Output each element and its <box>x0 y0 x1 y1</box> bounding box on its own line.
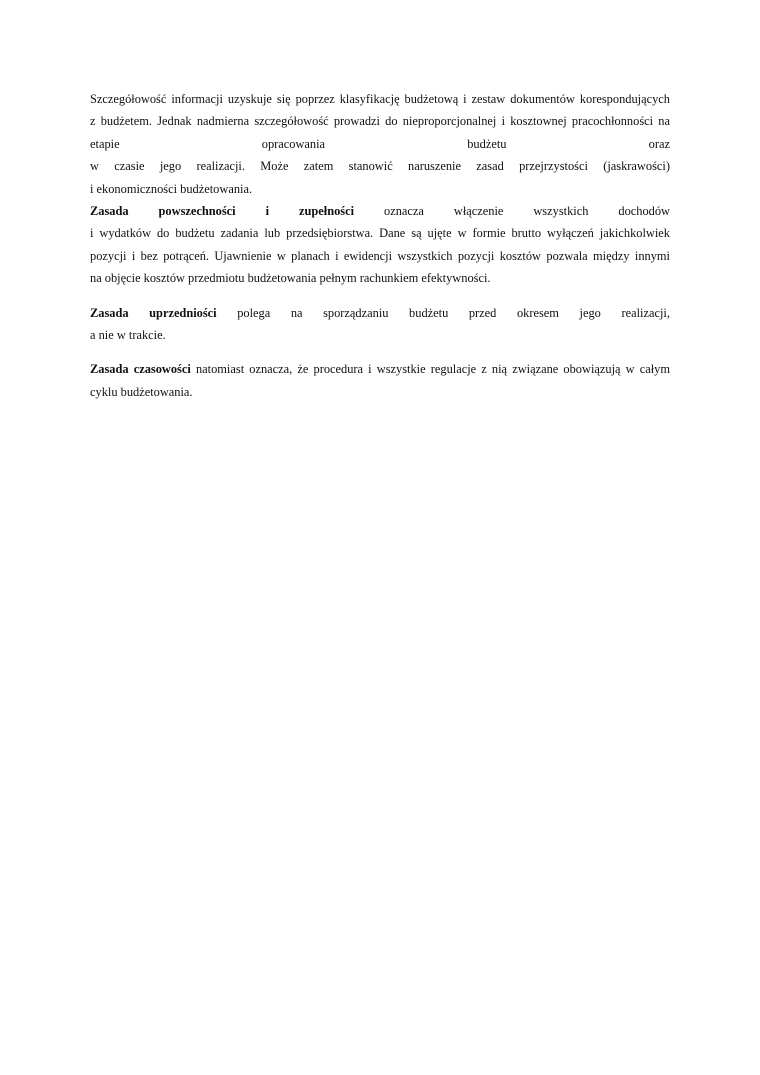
word: realizacji. <box>196 159 245 174</box>
word: włączenie <box>453 204 504 219</box>
word: etapie <box>90 136 120 151</box>
text-line: a nie w trakcie. <box>90 328 166 343</box>
text-line <box>90 155 670 177</box>
text-line: na objęcie kosztów przedmiotu budżetowania pełnym rachunkiem efektywności. <box>90 271 491 286</box>
text-span: natomiast oznacza, że procedura i wszystkie regulacje z nią związane obowiązują w całym <box>190 362 671 377</box>
text-line <box>90 302 670 324</box>
text-line <box>90 245 670 267</box>
bold-word: uprzedniości <box>149 305 217 320</box>
word: jego <box>159 159 182 174</box>
bold-word: i <box>265 204 270 219</box>
document-page <box>90 88 670 403</box>
word: realizacji, <box>621 305 670 320</box>
paragraph-timeliness <box>90 358 670 403</box>
text-line: i ekonomiczności budżetowania. <box>90 181 253 196</box>
text-line <box>90 110 670 132</box>
word: oznacza <box>384 204 424 219</box>
text-span: pozycji i bez potrąceń. Ujawnienie w planach i ewidencji wszystkich pozycji kosztów pozwala między innymi <box>90 248 670 263</box>
word: dochodów <box>618 204 670 219</box>
text-line <box>90 88 670 110</box>
text-line <box>90 358 670 380</box>
bold-phrase: Zasada czasowości <box>90 362 191 377</box>
text-line <box>90 133 670 155</box>
word: w <box>90 159 99 174</box>
word: zatem <box>303 159 334 174</box>
word: opracowania <box>261 136 326 151</box>
paragraph-detail <box>90 88 670 200</box>
text-span: z budżetem. Jednak nadmierna szczegółowość prowadzi do nieproporcjonalnej i kosztownej pracochłonności na <box>90 114 670 129</box>
bold-word: Zasada <box>90 204 129 219</box>
text-span <box>90 358 670 380</box>
paragraph-gap <box>90 346 670 358</box>
word: zasad <box>476 159 504 174</box>
paragraph-universality <box>90 200 670 290</box>
bold-word: zupełności <box>299 204 355 219</box>
word: budżetu <box>467 136 507 151</box>
word: przejrzystości <box>519 159 588 174</box>
word: Może <box>260 159 289 174</box>
text-line <box>90 200 670 222</box>
word: polega <box>237 305 271 320</box>
word: stanowić <box>348 159 393 174</box>
paragraph-gap <box>90 290 670 302</box>
text-line <box>90 222 670 244</box>
word: naruszenie <box>408 159 461 174</box>
word: sporządzaniu <box>323 305 389 320</box>
word: okresem <box>516 305 559 320</box>
word: budżetu <box>409 305 449 320</box>
text-span: Szczegółowość informacji uzyskuje się poprzez klasyfikację budżetową i zestaw dokumentów korespondujących <box>90 92 670 106</box>
word: czasie <box>114 159 145 174</box>
word: wszystkich <box>533 204 589 219</box>
word: jego <box>579 305 601 320</box>
bold-word: powszechności <box>158 204 236 219</box>
word: na <box>290 305 303 320</box>
word: oraz <box>648 136 670 151</box>
word: przed <box>468 305 497 320</box>
text-line: cyklu budżetowania. <box>90 384 193 399</box>
text-span: i wydatków do budżetu zadania lub przedsiębiorstwa. Dane są ujęte w formie brutto wyłączeń jakichkolwiek <box>90 226 670 241</box>
paragraph-priority <box>90 302 670 347</box>
bold-word: Zasada <box>90 305 129 320</box>
word: (jaskrawości) <box>603 159 670 174</box>
